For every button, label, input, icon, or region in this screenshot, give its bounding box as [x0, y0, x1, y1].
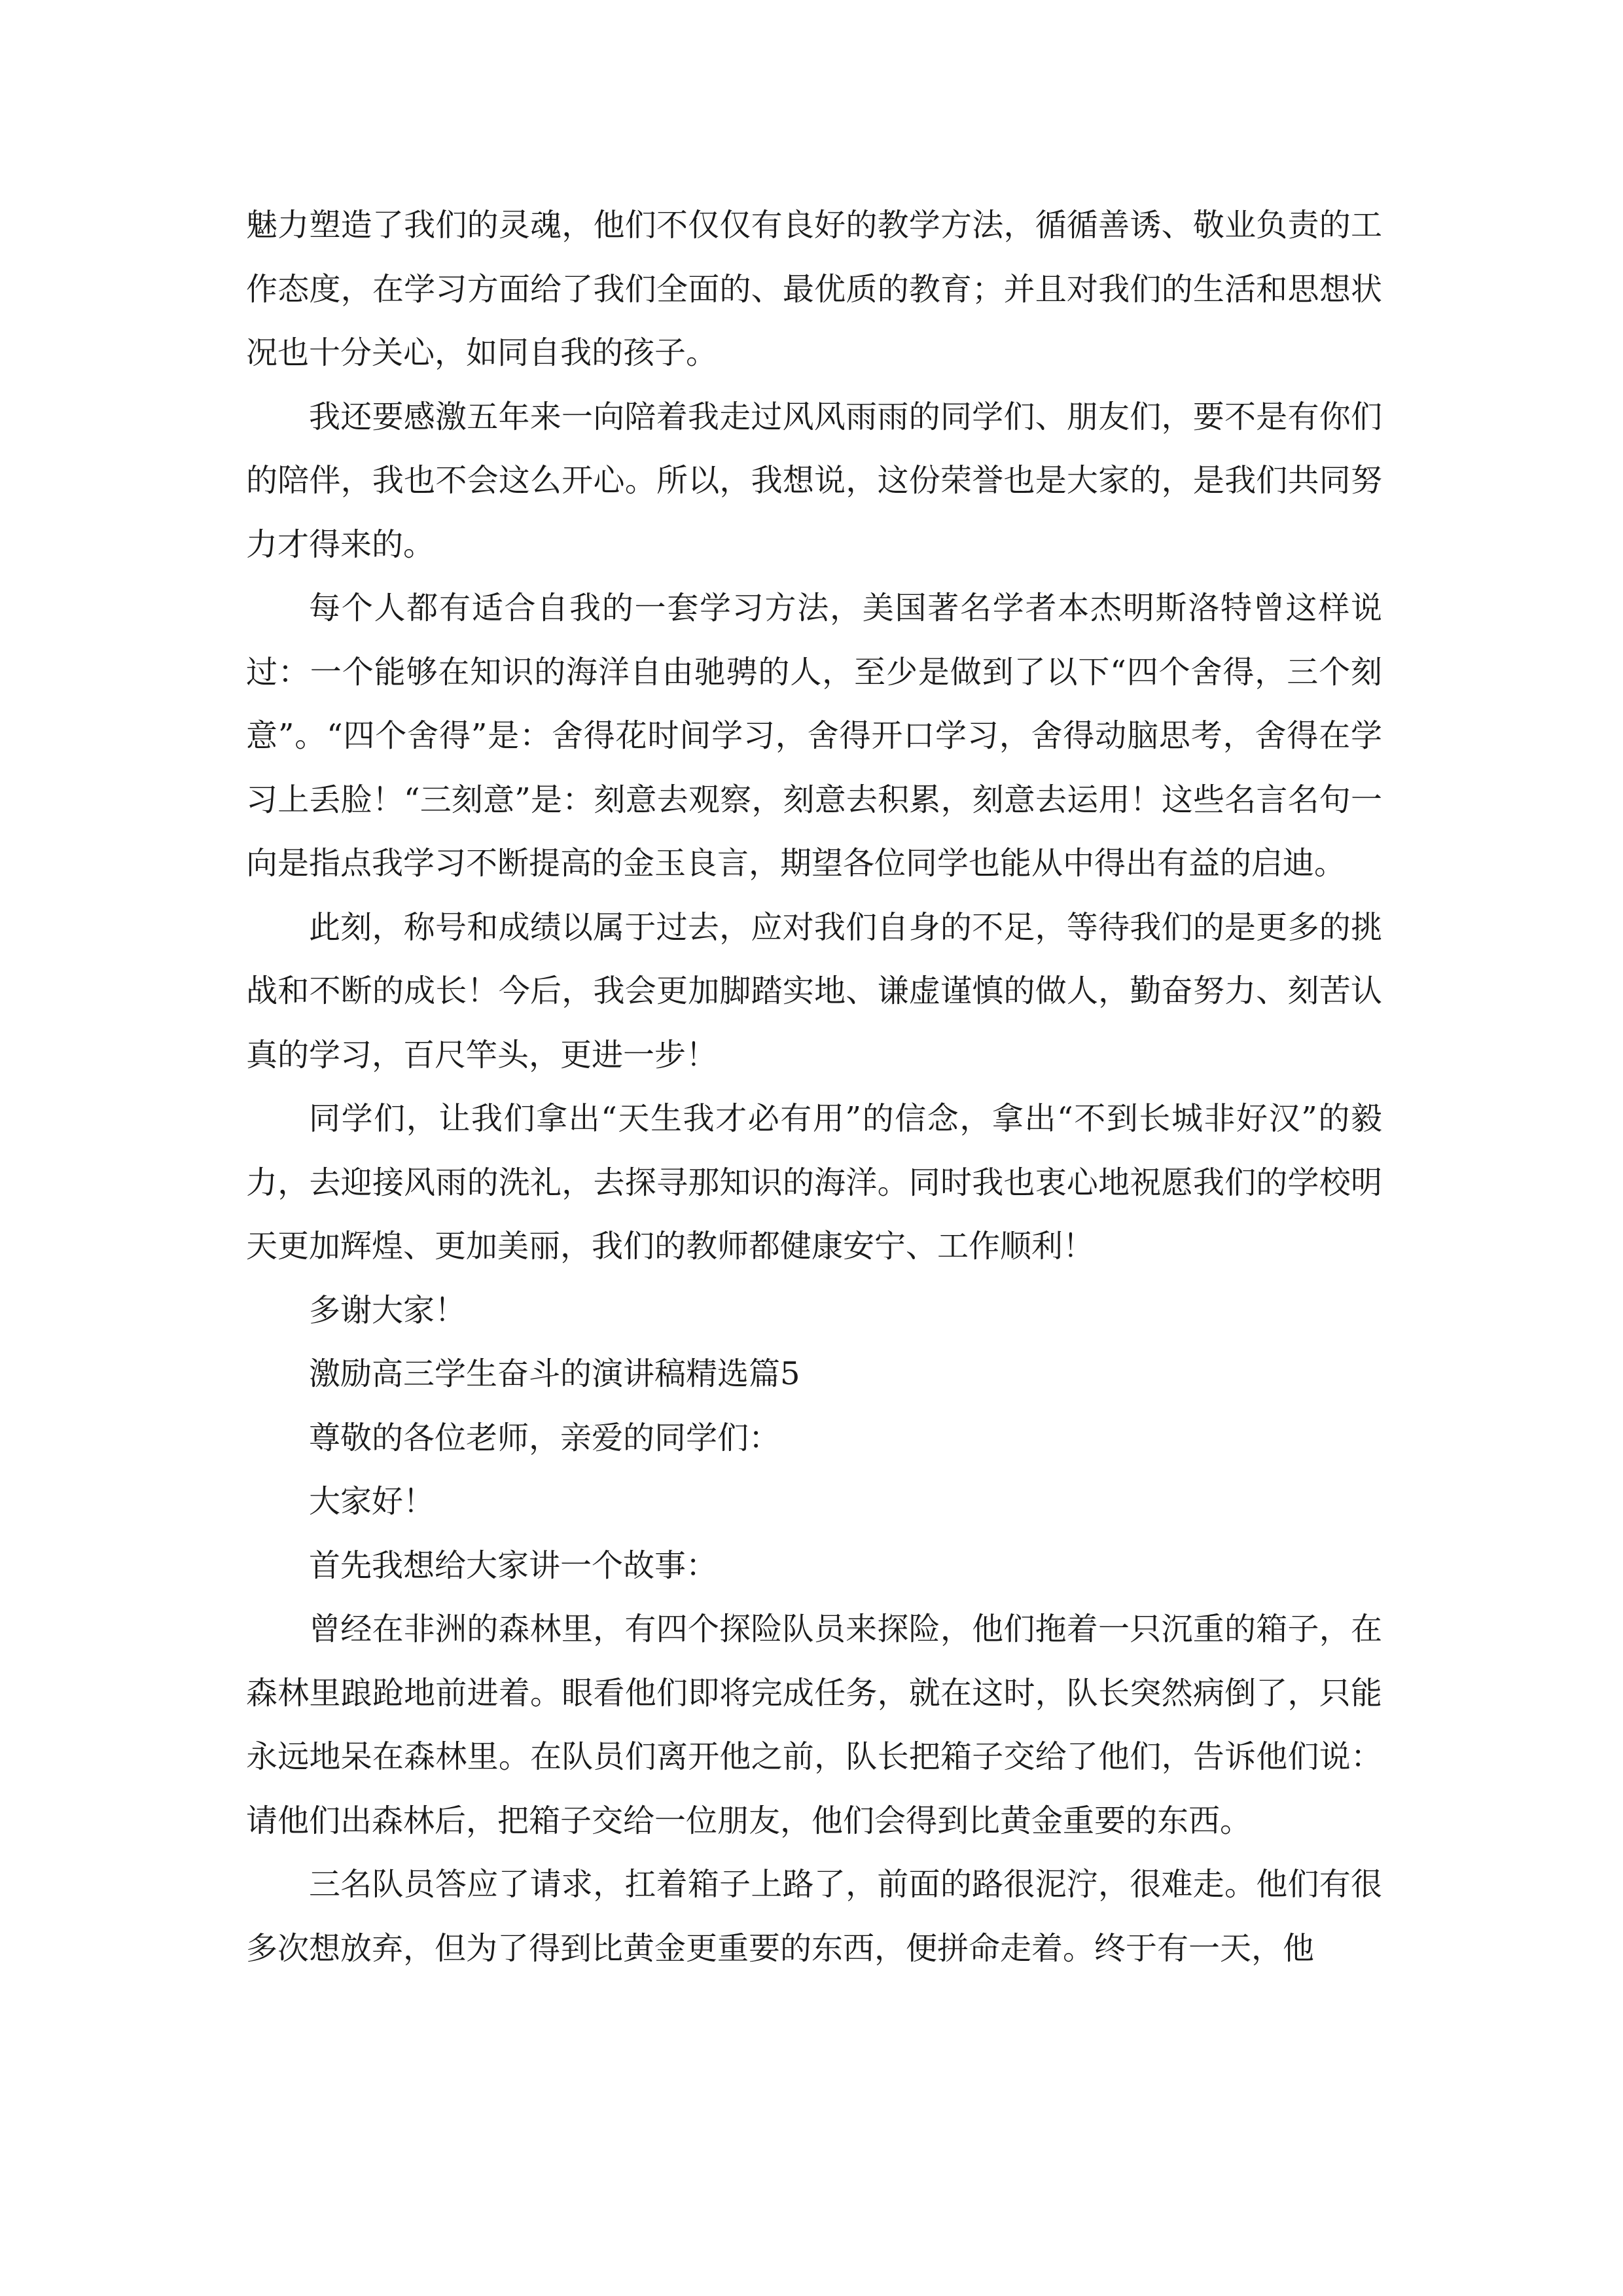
paragraph: 三名队员答应了请求，扛着箱子上路了，前面的路很泥泞，很难走。他们有很多次想放弃，但为了得到比黄金更重要的东西，便拼命走着。终于有一天，他: [246, 1866, 1382, 1967]
paragraph: 此刻，称号和成绩以属于过去，应对我们自身的不足，等待我们的是更多的挑战和不断的成长！今后，我会更加脚踏实地、谦虚谨慎的做人，勤奋努力、刻苦认真的学习，百尺竿头，更进一步！: [246, 908, 1382, 1073]
greeting: 大家好！: [309, 1483, 435, 1520]
paragraph: 每个人都有适合自我的一套学习方法，美国著名学者本杰明斯洛特曾这样说过：一个能够在知识的海洋自由驰骋的人，至少是做到了以下“四个舍得，三个刻意”。“四个舍得”是：舍得花时间学习，舍得开口学习，舍得动脑思考，舍得在学习上丢脸！“三刻意”是：刻意去观察，刻意去积累，刻意去运用！这些名言名句一向是指点我学习不断提高的金玉良言，期望各位同学也能从中得出有益的启迪。: [246, 590, 1382, 882]
closing-line: 多谢大家！: [309, 1291, 467, 1329]
paragraph: 曾经在非洲的森林里，有四个探险队员来探险，他们拖着一只沉重的箱子，在森林里踉跄地前进着。眼看他们即将完成任务，就在这时，队长突然病倒了，只能永远地呆在森林里。在队员们离开他之前，队长把箱子交给了他们，告诉他们说：请他们出森林后，把箱子交给一位朋友，他们会得到比黄金重要的东西。: [246, 1611, 1382, 1839]
paragraph: 首先我想给大家讲一个故事：: [309, 1547, 718, 1584]
section-heading: 激励高三学生奋斗的演讲稿精选篇5: [309, 1355, 800, 1392]
paragraph: 同学们，让我们拿出“天生我才必有用”的信念，拿出“不到长城非好汉”的毅力，去迎接风雨的洗礼，去探寻那知识的海洋。同时我也衷心地祝愿我们的学校明天更加辉煌、更加美丽，我们的教师都健康安宁、工作顺利！: [246, 1100, 1382, 1265]
salutation: 尊敬的各位老师，亲爱的同学们：: [309, 1419, 781, 1456]
body-text: [246, 194, 1382, 1981]
paragraph: 我还要感激五年来一向陪着我走过风风雨雨的同学们、朋友们，要不是有你们的陪伴，我也不会这么开心。所以，我想说，这份荣誉也是大家的，是我们共同努力才得来的。: [246, 398, 1382, 563]
paragraph: 魅力塑造了我们的灵魂，他们不仅仅有良好的教学方法，循循善诱、敬业负责的工作态度，在学习方面给了我们全面的、最优质的教育；并且对我们的生活和思想状况也十分关心，如同自我的孩子。: [246, 207, 1382, 371]
